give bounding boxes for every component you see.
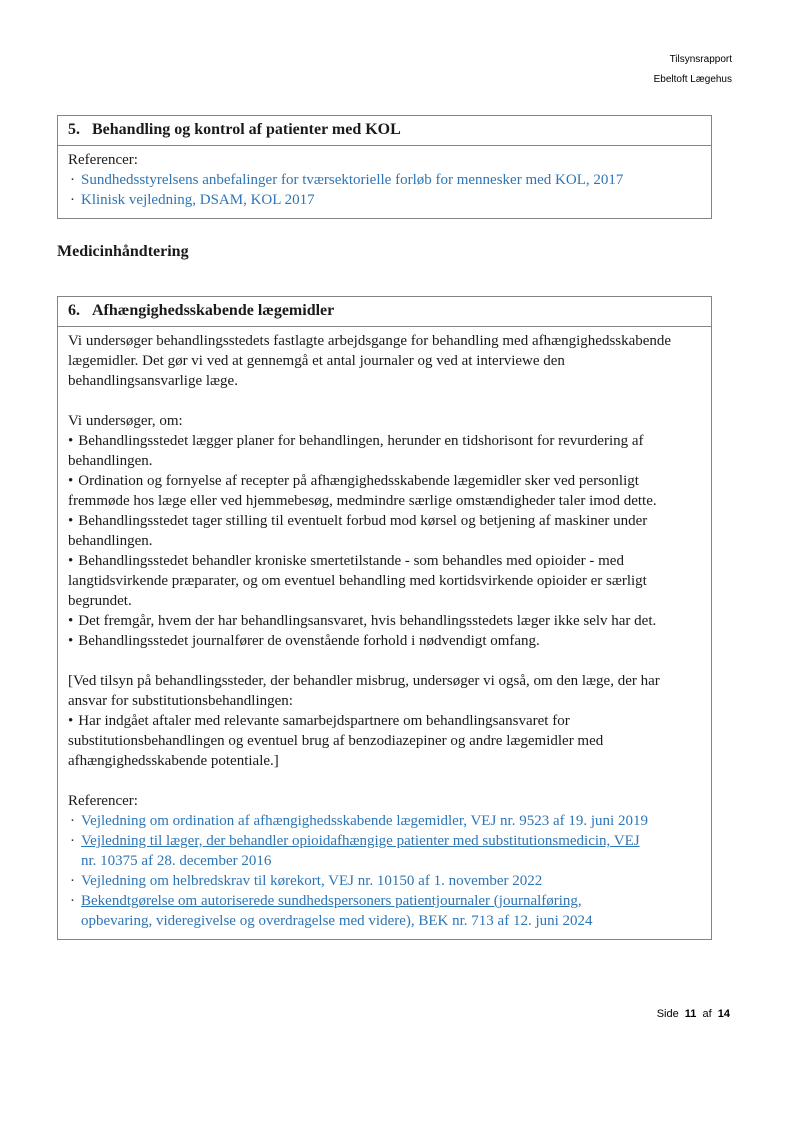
section-6-header bbox=[58, 297, 711, 327]
intro-paragraph: Vi undersøger behandlingsstedets fastlagte arbejdsgange for behandling med afhængighedsskabende lægemidler. Det gør vi ved at gennemgå et antal journaler og ved at interviewe den behandlingsansvarlige læge. bbox=[68, 333, 672, 389]
list-item: • Ordination og fornyelse af recepter på afhængighedsskabende lægemidler sker ved personligt fremmøde hos læge eller ved hjemmebesøg, medmindre særlige omstændigheder taler imod dette. bbox=[68, 473, 657, 509]
bullet-icon: • bbox=[68, 713, 74, 729]
bullet-icon: • bbox=[68, 633, 74, 649]
list-item: • Behandlingsstedet lægger planer for behandlingen, herunder en tidshorisont for revurdering af behandlingen. bbox=[68, 433, 644, 469]
list-intro: Vi undersøger, om: bbox=[68, 413, 183, 429]
bullet-icon: • bbox=[68, 473, 74, 489]
bullet-dot-icon: · bbox=[70, 873, 75, 889]
reference-item bbox=[68, 190, 701, 210]
footer-total-pages: 14 bbox=[717, 1008, 730, 1020]
footer-side-label: Side bbox=[656, 1008, 679, 1020]
reference-link-bek-713[interactable]: Bekendtgørelse om autoriserede sundhedspersoners patientjournaler (journalføring, opbevaring, videregivelse og overdragelse med videre), BEK nr. 713 af 12. juni 2024 bbox=[81, 893, 593, 929]
section-5-header bbox=[58, 116, 711, 146]
references-label: Referencer: bbox=[68, 793, 138, 809]
list-item: • Behandlingsstedet behandler kroniske smertetilstande - som behandles med opioider - med langtidsvirkende præparater, og om eventuel behandling med kortidsvirkende opioider er særligt begrundet. bbox=[68, 553, 647, 609]
spacer bbox=[68, 391, 701, 411]
reference-link-vej-9523[interactable]: Vejledning om ordination af afhængighedsskabende lægemidler, VEJ nr. 9523 af 19. juni 2019 bbox=[81, 813, 648, 829]
list-item: • Har indgået aftaler med relevante samarbejdspartnere om behandlingsansvaret for substitutionsbehandlingen og eventuel brug af benzodiazepiner og andre lægemidler med afhængighedsskabende potentiale.] bbox=[68, 713, 604, 769]
reference-item bbox=[68, 170, 701, 190]
page-header bbox=[654, 50, 732, 90]
bracket-intro-paragraph: [Ved tilsyn på behandlingssteder, der behandler misbrug, undersøger vi også, om den læge, der har ansvar for substitutionsbehandlingen: bbox=[68, 673, 660, 709]
bullet-icon: • bbox=[68, 433, 74, 449]
page-footer bbox=[657, 1008, 730, 1020]
list-item: • Behandlingsstedet tager stilling til eventuelt forbud mod kørsel og betjening af maskiner under behandlingen. bbox=[68, 513, 648, 549]
clinic-name-label: Ebeltoft Lægehus bbox=[653, 74, 732, 85]
reference-item bbox=[68, 811, 701, 831]
reference-link-vej-10375[interactable]: Vejledning til læger, der behandler opioidafhængige patienter med substitutionsmedicin, VEJ nr. 10375 af 28. december 2016 bbox=[81, 833, 640, 869]
reference-link-kol-forlob[interactable]: Sundhedsstyrelsens anbefalinger for tværsektorielle forløb for mennesker med KOL, 2017 bbox=[81, 172, 624, 188]
spacer bbox=[68, 771, 701, 791]
reference-item bbox=[68, 891, 701, 931]
footer-af-label: af bbox=[702, 1008, 712, 1020]
section-6-number: 6. bbox=[68, 302, 80, 319]
bullet-dot-icon: · bbox=[70, 893, 75, 909]
bullet-dot-icon: · bbox=[70, 813, 75, 829]
medicinhandtering-heading: Medicinhåndtering bbox=[57, 243, 189, 260]
section-5-title: Behandling og kontrol af patienter med KOL bbox=[92, 121, 401, 138]
bullet-icon: • bbox=[68, 613, 74, 629]
bullet-dot-icon: · bbox=[70, 833, 75, 849]
bullet-dot-icon: · bbox=[70, 172, 75, 188]
section-5-box bbox=[57, 115, 712, 219]
spacer bbox=[68, 651, 701, 671]
section-6-body bbox=[58, 327, 711, 939]
bullet-icon: • bbox=[68, 553, 74, 569]
reference-link-vej-10150[interactable]: Vejledning om helbredskrav til kørekort, VEJ nr. 10150 af 1. november 2022 bbox=[81, 873, 543, 889]
section-5-number: 5. bbox=[68, 121, 80, 138]
reference-item bbox=[68, 871, 701, 891]
section-5-body bbox=[58, 146, 711, 218]
bullet-dot-icon: · bbox=[70, 192, 75, 208]
bullet-icon: • bbox=[68, 513, 74, 529]
references-label: Referencer: bbox=[68, 152, 138, 168]
footer-page-number: 11 bbox=[684, 1008, 697, 1020]
list-item: • Det fremgår, hvem der har behandlingsansvaret, hvis behandlingsstedets læger ikke selv har det. bbox=[68, 613, 657, 629]
report-type-label: Tilsynsrapport bbox=[669, 54, 732, 65]
reference-link-dsam-kol[interactable]: Klinisk vejledning, DSAM, KOL 2017 bbox=[81, 192, 315, 208]
section-6-box bbox=[57, 296, 712, 940]
section-6-title: Afhængighedsskabende lægemidler bbox=[92, 302, 335, 319]
reference-item bbox=[68, 831, 701, 871]
list-item: • Behandlingsstedet journalfører de ovenstående forhold i nødvendigt omfang. bbox=[68, 633, 540, 649]
